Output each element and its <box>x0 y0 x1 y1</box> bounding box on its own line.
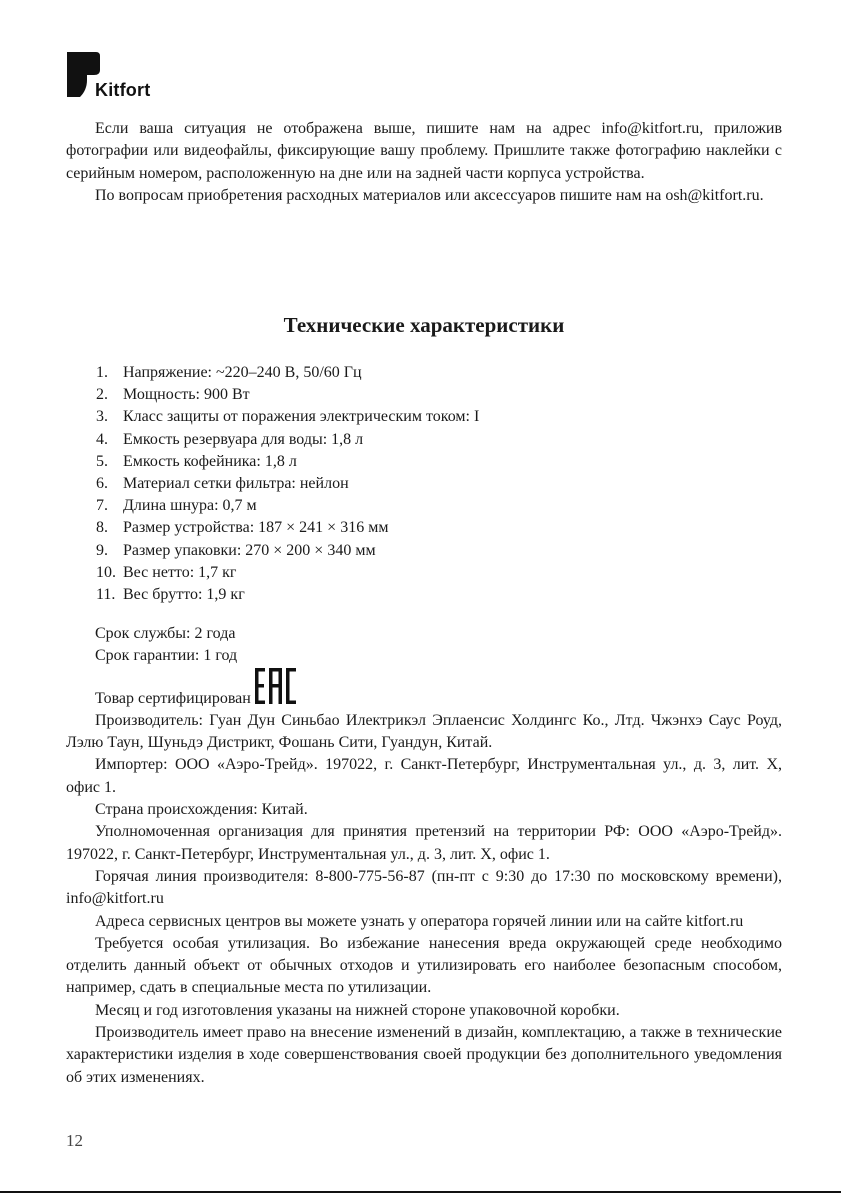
info-paragraph: Страна происхождения: Китай. <box>95 801 308 819</box>
info-paragraph: Требуется особая утилизация. Во избежание нанесения вреда окружающей среде необходимо отделить данный объект от обычных отходов и утилизировать его наиболее безопасным способом, например, сдать в специальные места по утилизации. <box>66 934 782 997</box>
intro-paragraph: Если ваша ситуация не отображена выше, пишите нам на адрес info@kitfort.ru, приложив фотографии или видеофайлы, фиксирующие вашу проблему. Пришлите также фотографию наклейки с серийным номером, расположенную на дне или на задней части корпуса устройства. <box>66 120 782 182</box>
page-number: 12 <box>66 1131 83 1150</box>
info-paragraph: Адреса сервисных центров вы можете узнать у оператора горячей линии или на сайте kitfort.ru <box>95 912 744 930</box>
info-paragraph: Импортер: ООО «Аэро-Трейд». 197022, г. Санкт-Петербург, Инструментальная ул., д. 3, лит. Х, офис 1. <box>66 756 782 796</box>
list-item: 11. Вес брутто: 1,9 кг <box>96 586 245 604</box>
brand-name: Kitfort <box>95 80 151 100</box>
info-paragraph: Горячая линия производителя: 8-800-775-56-87 (пн-пт с 9:30 до 17:30 по московскому времени), info@kitfort.ru <box>66 867 782 908</box>
list-item: 4. Емкость резервуара для воды: 1,8 л <box>96 430 364 448</box>
list-item: 10. Вес нетто: 1,7 кг <box>96 563 237 581</box>
list-item: 2. Мощность: 900 Вт <box>96 386 250 404</box>
intro-paragraph: По вопросам приобретения расходных материалов или аксессуаров пишите нам на osh@kitfort.ru. <box>95 186 764 204</box>
info-paragraph: Уполномоченная организация для принятия претензий на территории РФ: ООО «Аэро-Трейд». 197022, г. Санкт-Петербург, Инструментальная ул., д. 3, лит. Х, офис 1. <box>66 823 782 863</box>
list-item: 5. Емкость кофейника: 1,8 л <box>96 452 297 470</box>
specs-list <box>96 362 479 606</box>
info-paragraph: Производитель имеет право на внесение изменений в дизайн, комплектацию, а также в технические характеристики изделия в ходе совершенствования своей продукции без дополнительного уведомления об этих изменениях. <box>66 1024 782 1086</box>
eac-mark-icon <box>254 668 296 704</box>
service-life: Срок службы: 2 года <box>95 625 236 642</box>
info-paragraph: Месяц и год изготовления указаны на нижней стороне упаковочной коробки. <box>95 1001 620 1019</box>
list-item: 9. Размер упаковки: 270 × 200 × 340 мм <box>96 541 376 559</box>
list-item: 3. Класс защиты от поражения электрическим током: I <box>96 408 480 426</box>
list-item: 8. Размер устройства: 187 × 241 × 316 мм <box>96 519 389 537</box>
list-item: 6. Материал сетки фильтра: нейлон <box>96 475 349 493</box>
certified-text: Товар сертифицирован <box>95 689 251 707</box>
info-section <box>66 623 782 1089</box>
intro-section <box>66 118 782 207</box>
list-item: 7. Длина шнура: 0,7 м <box>96 497 257 515</box>
info-paragraph: Производитель: Гуан Дун Синьбао Илектрикэл Эплаенсис Холдингс Ко., Лтд. Чжэнхэ Саус Роуд, Лэлю Таун, Шуньдэ Дистрикт, Фошань Сити, Гуандун, Китай. <box>66 711 782 752</box>
specs-title: Технические характеристики <box>283 313 565 337</box>
certified-line <box>66 668 782 710</box>
list-item: 1. Напряжение: ~220–240 В, 50/60 Гц <box>96 364 362 381</box>
warranty: Срок гарантии: 1 год <box>95 647 238 665</box>
